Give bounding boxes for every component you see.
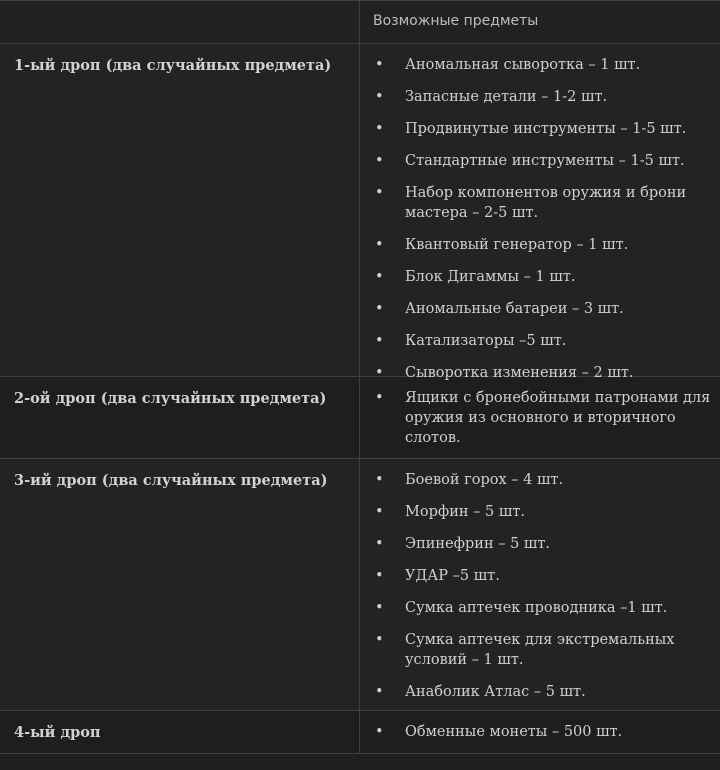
list-item [360,331,712,351]
item-text: Стандартные инструменты – 1-5 шт. [405,153,685,169]
bullet-icon: • [375,185,384,201]
list-item [360,363,712,383]
possible-items-list [360,377,720,458]
table-row [0,459,720,711]
table-header [0,1,720,44]
bullet-icon: • [375,301,384,317]
item-text: УДАР –5 шт. [405,568,500,584]
list-item [360,267,712,287]
list-item [360,183,712,223]
bullet-icon: • [375,237,384,253]
item-text: Катализаторы –5 шт. [405,333,567,349]
bullet-icon: • [375,568,384,584]
list-item [360,235,712,255]
list-item [360,630,712,670]
list-item [360,534,712,554]
list-item [360,502,712,522]
item-text: Блок Дигаммы – 1 шт. [405,269,576,285]
list-item [360,119,712,139]
list-item [360,151,712,171]
table-body [0,44,720,754]
item-text: Боевой горох – 4 шт. [405,472,564,488]
item-text: Сумка аптечек проводника –1 шт. [405,600,668,616]
item-text: Набор компонентов оружия и брони мастера – 2-5 шт. [405,185,687,221]
list-item [360,299,712,319]
item-text: Запасные детали – 1-2 шт. [405,89,608,105]
bullet-icon: • [375,472,384,488]
drop-label: 4-ый дроп [0,711,360,753]
item-text: Аномальная сыворотка – 1 шт. [405,57,641,73]
possible-items-list [360,44,720,381]
item-text: Анаболик Атлас – 5 шт. [405,684,586,700]
list-item [360,682,712,702]
item-text: Продвинутые инструменты – 1-5 шт. [405,121,687,137]
bullet-icon: • [375,632,384,648]
drop-label: 3-ий дроп (два случайных предмета) [0,459,360,710]
drop-label: 2-ой дроп (два случайных предмета) [0,377,360,458]
item-text: Эпинефрин – 5 шт. [405,536,551,552]
header-cell-empty [0,1,360,43]
bullet-icon: • [375,504,384,520]
drop-label: 1-ый дроп (два случайных предмета) [0,44,360,376]
list-item [360,470,712,490]
list-item [360,87,712,107]
header-cell-possible-items: Возможные предметы [373,13,539,29]
item-text: Сумка аптечек для экстремальных условий – 1 шт. [405,632,675,668]
list-item [360,388,712,448]
table-row [0,711,720,754]
table-row [0,44,720,381]
bullet-icon: • [375,365,384,381]
bullet-icon: • [375,57,384,73]
item-text: Аномальные батареи – 3 шт. [405,301,624,317]
bullet-icon: • [375,724,384,740]
bullet-icon: • [375,333,384,349]
bullet-icon: • [375,536,384,552]
item-text: Ящики с бронебойными патронами для оружия из основного и вторичного слотов. [405,390,711,446]
bullet-icon: • [375,390,384,406]
item-text: Квантовый генератор – 1 шт. [405,237,629,253]
possible-items-list [360,459,720,710]
bullet-icon: • [375,600,384,616]
list-item [360,566,712,586]
list-item [360,55,712,75]
item-text: Морфин – 5 шт. [405,504,525,520]
bullet-icon: • [375,684,384,700]
bullet-icon: • [375,121,384,137]
bullet-icon: • [375,269,384,285]
possible-items-list [360,711,720,753]
list-item [360,722,712,742]
list-item [360,598,712,618]
bullet-icon: • [375,89,384,105]
item-text: Сыворотка изменения – 2 шт. [405,365,634,381]
table-row [0,377,720,459]
bullet-icon: • [375,153,384,169]
item-text: Обменные монеты – 500 шт. [405,724,623,740]
